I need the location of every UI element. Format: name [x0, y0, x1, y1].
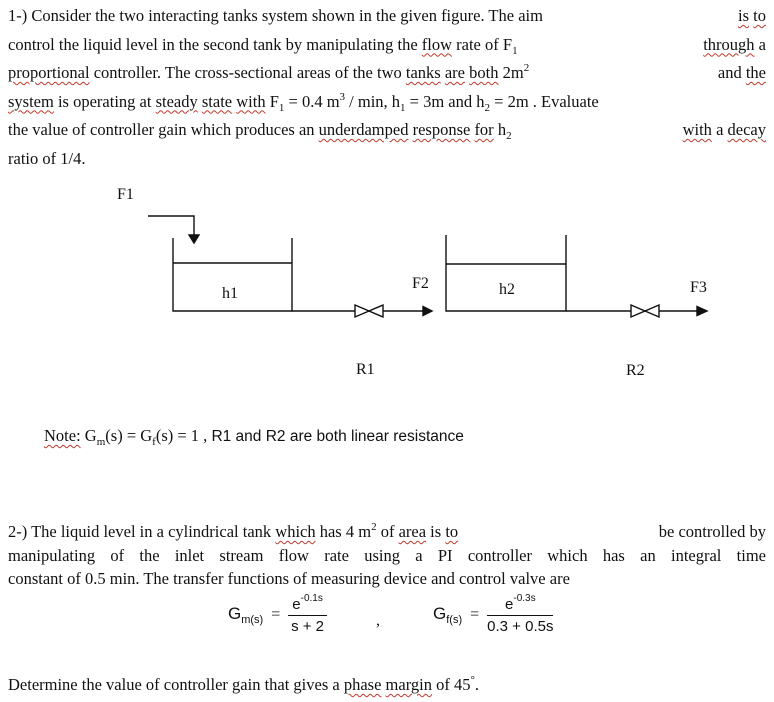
note-label: Note:: [44, 426, 81, 445]
inlet-flow-label: F1: [117, 186, 134, 203]
gm-fraction: $\frac{e^{-0.1s}}{s + 2}$: [288, 596, 327, 635]
problem-1-number: 1-): [8, 6, 28, 25]
note-line: [44, 426, 464, 446]
interacting-tanks-diagram: [0, 175, 774, 385]
flow-2-arrowhead: [423, 307, 432, 316]
problem-2-line-2: manipulating of the inlet stream flow rate using a PI controller which has an integral time: [8, 545, 766, 565]
valve-1-icon: [355, 305, 383, 317]
problem-1-line-5: the value of controller gain which produces an underdamped response for $h_2$ with a decay: [8, 120, 766, 142]
separator-comma: ,: [376, 612, 380, 629]
note-text: R1 and R2 are both linear resistance: [211, 428, 464, 445]
problem-2-line-3: constant of 0.5 min. The transfer functions of measuring device and control valve are: [8, 569, 570, 588]
problem-1-line-1: 1-) Consider the two interacting tanks system shown in the given figure. The aim is to: [8, 6, 766, 25]
problem-1-line-2: control the liquid level in the second tank by manipulating the flow rate of $F_1$ through a: [8, 34, 766, 57]
tank-2-level-label: h2: [499, 281, 515, 298]
tank-1-level-label: h1: [222, 285, 238, 302]
flow-3-arrowhead: [697, 307, 707, 316]
flow-2-label: F2: [412, 275, 429, 292]
gf-fraction: $\frac{e^{-0.3s}}{0.3 + 0.5s}$: [487, 593, 554, 635]
problem-1-line-4: system is operating at steady state with $F_1 = 0.4$ $m^3$ / min, $h_1 = 3m$ and $h_2 = 2m$ . Evaluate: [8, 90, 599, 114]
inlet-pipe: [148, 216, 194, 239]
problem-2-question: Determine the value of controller gain that gives a phase margin of 45°.: [8, 674, 480, 694]
problem-2-line-1: 2-) The liquid level in a cylindrical tank which has 4 $m^2$ of area is to be controlled by: [8, 521, 766, 541]
problem-1-text: [8, 2, 766, 173]
tank-2: [446, 235, 566, 311]
note-equation: $G_m(s) = G_f(s) = 1$ ,: [84, 426, 208, 448]
problem-1-line-3: proportional controller. The cross-sectional areas of the two tanks are both $2m^2$ and the: [8, 62, 766, 82]
resistor-2-label: R2: [626, 362, 645, 379]
gf-transfer-function: $G_{f(s)}$ = $\frac{e^{-0.3s}}{0.3 + 0.5s}$: [433, 593, 554, 635]
problem-2-text: [8, 520, 766, 591]
valve-2-icon: [631, 305, 659, 317]
flow-3-label: F3: [690, 279, 707, 296]
inlet-arrowhead: [189, 235, 199, 243]
problem-1-line-6: ratio of 1/4.: [8, 148, 86, 168]
gm-transfer-function: $G_{m(s)}$ = $\frac{e^{-0.1s}}{s + 2}$: [228, 596, 327, 635]
resistor-1-label: R1: [356, 361, 375, 378]
